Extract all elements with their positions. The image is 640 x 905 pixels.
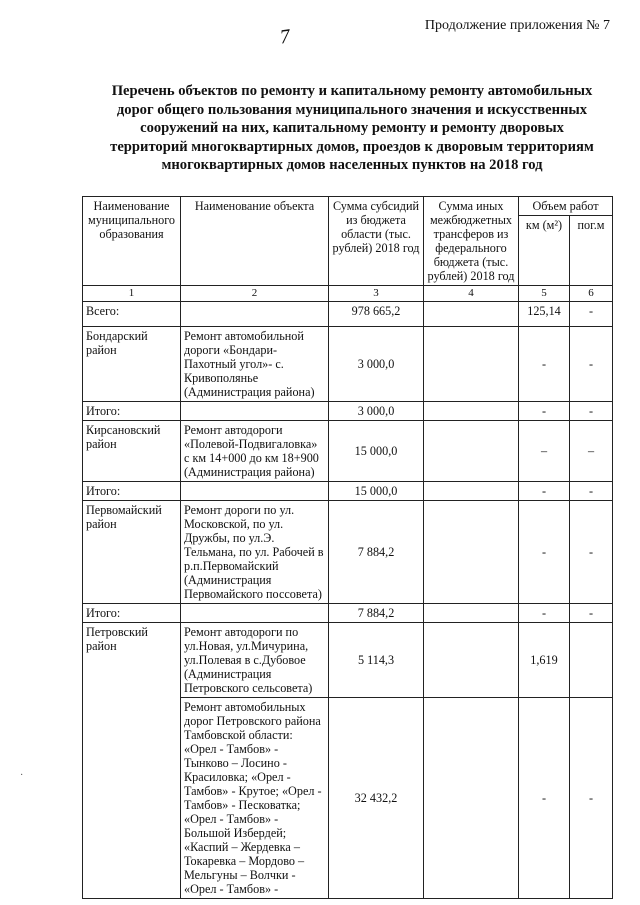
column-number: 3 — [329, 286, 424, 302]
subtotal-label: Итого: — [83, 482, 181, 501]
header-subsidy: Сумма субсидий из бюджета области (тыс. рублей) 2018 год — [329, 197, 424, 286]
subtotal-subsidy: 3 000,0 — [329, 402, 424, 421]
grand-total-label: Всего: — [83, 302, 181, 327]
column-number: 5 — [519, 286, 570, 302]
pm-cell: – — [570, 421, 613, 482]
subtotal-km: - — [519, 482, 570, 501]
object-cell: Ремонт автодороги «Полевой-Подвигаловка» с км 14+000 до км 18+900 (Администрация района) — [181, 421, 329, 482]
transfers-cell — [424, 501, 519, 604]
subtotal-pm: - — [570, 482, 613, 501]
column-number: 1 — [83, 286, 181, 302]
subtotal-label: Итого: — [83, 402, 181, 421]
transfers-cell — [424, 698, 519, 899]
header-transfers: Сумма иных межбюджетных трансферов из федерального бюджета (тыс. рублей) 2018 год — [424, 197, 519, 286]
table-header-row — [83, 197, 613, 216]
object-cell: Ремонт автомобильных дорог Петровского района Тамбовской области: «Орел - Тамбов» - Тынково – Лосино - Красиловка; «Орел - Тамбов» - Крутое; «Орел - Тамбов» - Песковатка; «Орел - Тамбов» - Большой Избердей; «Каспий – Жердевка – Токаревка – Мордово – Мельгуны – Волчки - «Орел - Тамбов» - — [181, 698, 329, 899]
page-number: 7 — [278, 25, 292, 49]
transfers-cell — [424, 327, 519, 402]
grand-total-km: 125,14 — [519, 302, 570, 327]
subtotal-transfers — [424, 482, 519, 501]
subtotal-pm: - — [570, 402, 613, 421]
municipality-cell: Петровский район — [83, 623, 181, 899]
column-number: 6 — [570, 286, 613, 302]
column-number-row — [83, 286, 613, 302]
subtotal-label: Итого: — [83, 604, 181, 623]
header-object: Наименование объекта — [181, 197, 329, 286]
municipality-cell: Бондарский район — [83, 327, 181, 402]
subtotal-km: - — [519, 402, 570, 421]
pm-cell: - — [570, 698, 613, 899]
km-cell: 1,619 — [519, 623, 570, 698]
subtotal-subsidy: 7 884,2 — [329, 604, 424, 623]
empty-cell — [181, 604, 329, 623]
document-title — [78, 82, 626, 175]
transfers-cell — [424, 623, 519, 698]
municipality-cell: Первомайский район — [83, 501, 181, 604]
km-cell: - — [519, 327, 570, 402]
subtotal-transfers — [424, 402, 519, 421]
appendix-continuation-label: Продолжение приложения № 7 — [424, 18, 610, 33]
table-row — [83, 501, 613, 604]
subsidy-cell: 3 000,0 — [329, 327, 424, 402]
subsidy-cell: 7 884,2 — [329, 501, 424, 604]
subsidy-cell: 15 000,0 — [329, 421, 424, 482]
grand-total-pm: - — [570, 302, 613, 327]
subtotal-transfers — [424, 604, 519, 623]
pm-cell: - — [570, 327, 613, 402]
empty-cell — [181, 482, 329, 501]
title-line: дорог общего пользования муниципального значения и искусственных — [116, 101, 588, 118]
header-km: км (м²) — [519, 216, 570, 286]
table-row — [83, 327, 613, 402]
subtotal-km: - — [519, 604, 570, 623]
object-cell: Ремонт дороги по ул. Московской, по ул. Дружбы, по ул.Э. Тельмана, по ул. Рабочей в р.п.Первомайский (Администрация Первомайского поссовета) — [181, 501, 329, 604]
table-row — [83, 421, 613, 482]
empty-cell — [181, 402, 329, 421]
subsidy-cell: 5 114,3 — [329, 623, 424, 698]
header-volume: Объем работ — [519, 197, 613, 216]
km-cell: – — [519, 421, 570, 482]
title-line: многоквартирных домов населенных пунктов на 2018 год — [161, 157, 543, 173]
transfers-cell — [424, 421, 519, 482]
column-number: 2 — [181, 286, 329, 302]
object-cell: Ремонт автомобильной дороги «Бондари-Пахотный угол»- с. Кривополянье (Администрация района) — [181, 327, 329, 402]
empty-cell — [181, 302, 329, 327]
margin-dot: · — [20, 770, 24, 781]
subsidy-cell: 32 432,2 — [329, 698, 424, 899]
subtotal-pm: - — [570, 604, 613, 623]
pm-cell — [570, 623, 613, 698]
subtotal-row — [83, 402, 613, 421]
grand-total-transfers — [424, 302, 519, 327]
title-line: Перечень объектов по ремонту и капитальному ремонту автомобильных — [111, 83, 593, 99]
subtotal-row — [83, 604, 613, 623]
column-number: 4 — [424, 286, 519, 302]
header-pm: пог.м — [570, 216, 613, 286]
object-cell: Ремонт автодороги по ул.Новая, ул.Мичурина, ул.Полевая в с.Дубовое (Администрация Петровского сельсовета) — [181, 623, 329, 698]
km-cell: - — [519, 501, 570, 604]
subtotal-row — [83, 482, 613, 501]
title-line: территорий многоквартирных домов, проездов к дворовым территориям — [110, 138, 594, 155]
subtotal-subsidy: 15 000,0 — [329, 482, 424, 501]
grand-total-row — [83, 302, 613, 327]
km-cell: - — [519, 698, 570, 899]
municipality-cell: Кирсановский район — [83, 421, 181, 482]
grand-total-subsidy: 978 665,2 — [329, 302, 424, 327]
header-municipality: Наименование муниципального образования — [83, 197, 181, 286]
road-objects-table — [82, 196, 613, 899]
table-row — [83, 623, 613, 698]
title-line: сооружений на них, капитальному ремонту и ремонту дворовых — [140, 120, 564, 136]
pm-cell: - — [570, 501, 613, 604]
